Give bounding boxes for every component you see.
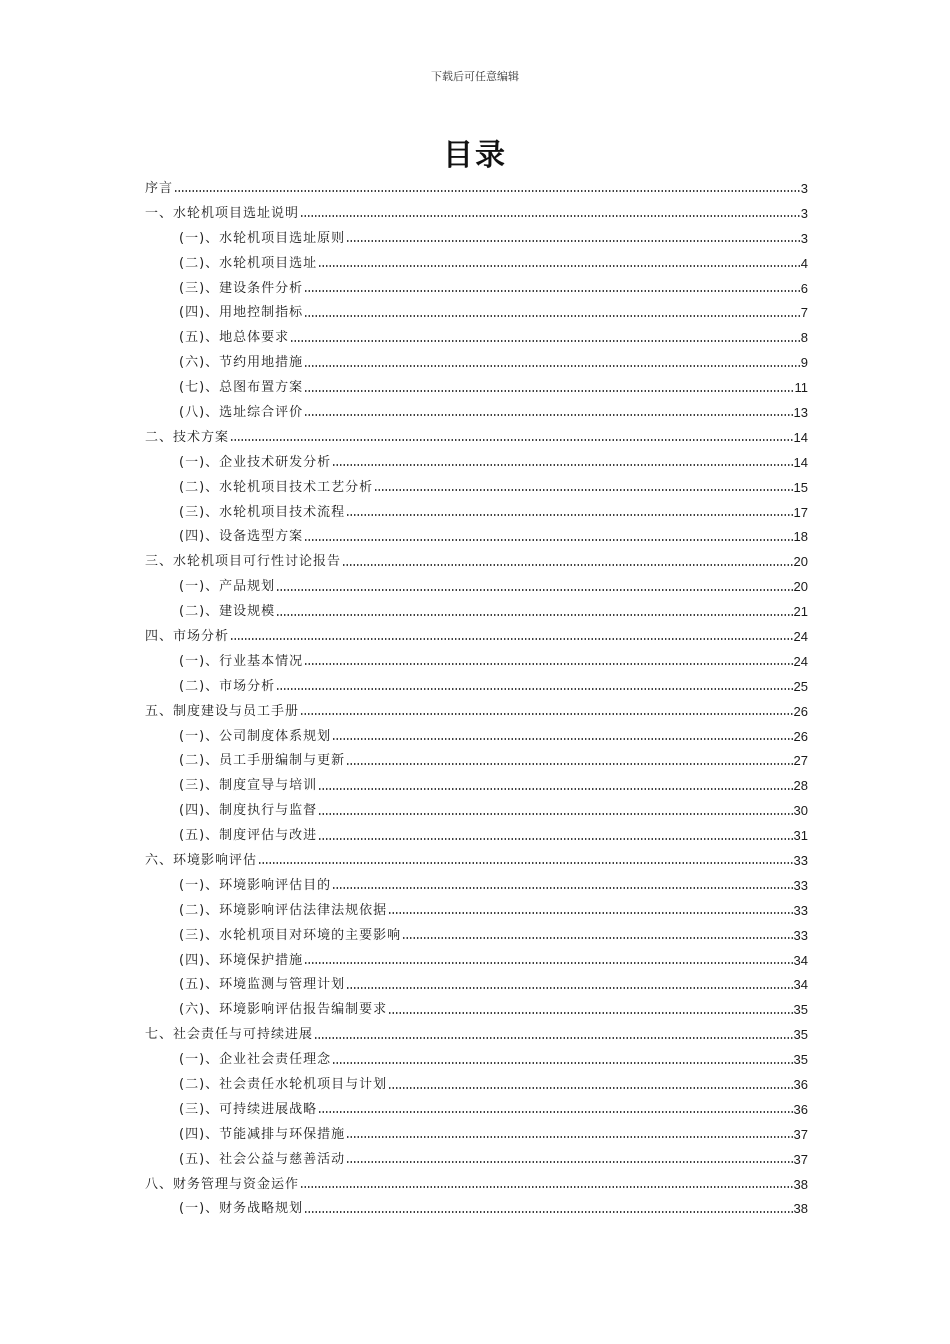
toc-entry-section[interactable] bbox=[145, 599, 808, 624]
toc-entry-page-number: 25 bbox=[793, 678, 808, 694]
dot-leader bbox=[304, 386, 793, 396]
dot-leader bbox=[276, 684, 792, 694]
toc-entry-section[interactable] bbox=[145, 973, 808, 998]
toc-entry-label: (五)、制度评估与改进 bbox=[179, 828, 318, 844]
toc-entry-section[interactable] bbox=[145, 748, 808, 773]
toc-entry-label: (二)、社会责任水轮机项目与计划 bbox=[179, 1077, 388, 1092]
toc-entry-label: (四)、制度执行与监督 bbox=[179, 803, 318, 819]
toc-entry-label: (一)、行业基本情况 bbox=[179, 653, 304, 669]
dot-leader bbox=[318, 834, 792, 844]
toc-entry-section[interactable] bbox=[145, 649, 808, 674]
toc-entry-section[interactable] bbox=[145, 251, 808, 276]
toc-entry-page-number: 24 bbox=[793, 628, 808, 644]
toc-entry-page-number: 36 bbox=[793, 1101, 808, 1117]
dot-leader bbox=[332, 734, 792, 744]
toc-entry-label: 四、市场分析 bbox=[145, 628, 230, 644]
toc-entry-section[interactable] bbox=[145, 923, 808, 948]
toc-entry-chapter[interactable] bbox=[145, 848, 808, 873]
toc-entry-chapter[interactable] bbox=[145, 1022, 808, 1047]
dot-leader bbox=[314, 1033, 793, 1043]
toc-entry-page-number: 4 bbox=[800, 255, 808, 271]
toc-entry-page-number: 34 bbox=[793, 952, 808, 968]
toc-entry-page-number: 6 bbox=[800, 280, 808, 296]
toc-entry-section[interactable] bbox=[145, 450, 808, 475]
toc-entry-chapter[interactable] bbox=[145, 1172, 808, 1197]
toc-entry-section[interactable] bbox=[145, 1047, 808, 1072]
toc-entry-label: (一)、企业技术研发分析 bbox=[179, 454, 332, 470]
dot-leader bbox=[304, 286, 800, 296]
dot-leader bbox=[304, 659, 792, 669]
dot-leader bbox=[300, 709, 793, 719]
dot-leader bbox=[318, 809, 792, 819]
toc-entry-section[interactable] bbox=[145, 674, 808, 699]
toc-entry-chapter[interactable] bbox=[145, 549, 808, 574]
toc-entry-section[interactable] bbox=[145, 226, 808, 251]
toc-entry-page-number: 20 bbox=[793, 579, 808, 595]
dot-leader bbox=[332, 460, 792, 470]
toc-entry-page-number: 26 bbox=[793, 703, 808, 719]
toc-entry-page-number: 33 bbox=[793, 902, 808, 918]
toc-entry-page-number: 3 bbox=[800, 230, 808, 246]
dot-leader bbox=[300, 1182, 793, 1192]
toc-entry-chapter[interactable] bbox=[145, 201, 808, 226]
toc-entry-page-number: 35 bbox=[793, 1002, 808, 1018]
toc-entry-section[interactable] bbox=[145, 325, 808, 350]
dot-leader bbox=[346, 983, 792, 993]
toc-entry-label: (二)、水轮机项目选址 bbox=[179, 255, 318, 271]
toc-entry-page-number: 13 bbox=[793, 404, 808, 420]
table-of-contents bbox=[145, 176, 808, 1221]
toc-entry-label: (一)、环境影响评估目的 bbox=[179, 877, 332, 893]
toc-entry-page-number: 33 bbox=[793, 927, 808, 943]
toc-entry-page-number: 26 bbox=[793, 728, 808, 744]
toc-entry-page-number: 20 bbox=[793, 554, 808, 570]
toc-entry-page-number: 33 bbox=[793, 877, 808, 893]
dot-leader bbox=[300, 211, 800, 221]
toc-entry-page-number: 15 bbox=[793, 479, 808, 495]
toc-entry-label: 三、水轮机项目可行性讨论报告 bbox=[145, 554, 342, 570]
dot-leader bbox=[304, 410, 792, 420]
toc-entry-page-number: 14 bbox=[793, 454, 808, 470]
toc-entry-section[interactable] bbox=[145, 873, 808, 898]
toc-entry-label: 八、财务管理与资金运作 bbox=[145, 1176, 300, 1192]
dot-leader bbox=[304, 361, 800, 371]
dot-leader bbox=[290, 336, 800, 346]
toc-entry-page-number: 7 bbox=[800, 305, 808, 321]
toc-entry-page-number: 30 bbox=[793, 803, 808, 819]
toc-entry-section[interactable] bbox=[145, 898, 808, 923]
dot-leader bbox=[346, 510, 792, 520]
toc-entry-section[interactable] bbox=[145, 997, 808, 1022]
toc-entry-page-number: 37 bbox=[793, 1126, 808, 1142]
toc-entry-label: (四)、节能减排与环保措施 bbox=[179, 1126, 346, 1142]
toc-entry-label: (三)、制度宣导与培训 bbox=[179, 778, 318, 794]
toc-entry-page-number: 37 bbox=[793, 1151, 808, 1167]
dot-leader bbox=[388, 908, 792, 918]
toc-entry-label: (五)、环境监测与管理计划 bbox=[179, 977, 346, 993]
toc-entry-page-number: 18 bbox=[793, 529, 808, 545]
header-note: 下载后可任意编辑 bbox=[431, 70, 519, 83]
dot-leader bbox=[318, 261, 800, 271]
toc-entry-section[interactable] bbox=[145, 276, 808, 301]
dot-leader bbox=[332, 883, 792, 893]
toc-entry-label: (二)、环境影响评估法律法规依据 bbox=[179, 902, 388, 918]
dot-leader bbox=[276, 585, 792, 595]
toc-entry-page-number: 36 bbox=[793, 1077, 808, 1092]
dot-leader bbox=[342, 560, 793, 570]
toc-entry-section[interactable] bbox=[145, 773, 808, 798]
dot-leader bbox=[174, 186, 800, 196]
toc-entry-label: (三)、水轮机项目对环境的主要影响 bbox=[179, 927, 402, 943]
toc-entry-label: 五、制度建设与员工手册 bbox=[145, 703, 300, 719]
toc-entry-label: (一)、水轮机项目选址原则 bbox=[179, 230, 346, 246]
toc-entry-page-number: 34 bbox=[793, 977, 808, 993]
toc-entry-page-number: 35 bbox=[793, 1027, 808, 1043]
toc-entry-page-number: 17 bbox=[793, 504, 808, 520]
dot-leader bbox=[318, 784, 792, 794]
toc-entry-section[interactable] bbox=[145, 724, 808, 749]
toc-entry-page-number: 14 bbox=[793, 429, 808, 445]
toc-entry-section[interactable] bbox=[145, 500, 808, 525]
toc-entry-page-number: 11 bbox=[794, 380, 808, 396]
toc-entry-page-number: 21 bbox=[793, 604, 808, 620]
toc-entry-chapter[interactable] bbox=[145, 176, 808, 201]
toc-entry-section[interactable] bbox=[145, 1097, 808, 1122]
toc-entry-page-number: 33 bbox=[793, 852, 808, 868]
toc-entry-label: (五)、社会公益与慈善活动 bbox=[179, 1151, 346, 1167]
toc-entry-chapter[interactable] bbox=[145, 624, 808, 649]
toc-entry-label: (六)、环境影响评估报告编制要求 bbox=[179, 1002, 388, 1018]
toc-entry-page-number: 38 bbox=[793, 1201, 808, 1217]
dot-leader bbox=[318, 1107, 792, 1117]
toc-entry-label: (四)、环境保护措施 bbox=[179, 952, 304, 968]
toc-entry-label: (六)、节约用地措施 bbox=[179, 355, 304, 371]
toc-entry-label: (三)、可持续进展战略 bbox=[179, 1101, 318, 1117]
toc-entry-section[interactable] bbox=[145, 1147, 808, 1172]
dot-leader bbox=[230, 634, 793, 644]
toc-entry-label: (七)、总图布置方案 bbox=[179, 380, 304, 396]
dot-leader bbox=[230, 435, 793, 445]
toc-entry-label: (三)、建设条件分析 bbox=[179, 280, 304, 296]
dot-leader bbox=[346, 759, 792, 769]
toc-entry-page-number: 35 bbox=[793, 1052, 808, 1068]
dot-leader bbox=[388, 1008, 792, 1018]
dot-leader bbox=[374, 485, 792, 495]
dot-leader bbox=[304, 535, 792, 545]
toc-entry-section[interactable] bbox=[145, 300, 808, 325]
toc-entry-label: (二)、员工手册编制与更新 bbox=[179, 753, 346, 769]
toc-entry-page-number: 8 bbox=[800, 330, 808, 346]
toc-entry-label: (八)、选址综合评价 bbox=[179, 404, 304, 420]
dot-leader bbox=[346, 236, 800, 246]
toc-entry-label: (二)、市场分析 bbox=[179, 678, 276, 694]
dot-leader bbox=[332, 1058, 792, 1068]
toc-entry-section[interactable] bbox=[145, 400, 808, 425]
dot-leader bbox=[346, 1157, 792, 1167]
toc-entry-page-number: 9 bbox=[800, 355, 808, 371]
toc-entry-section[interactable] bbox=[145, 475, 808, 500]
toc-entry-label: (一)、公司制度体系规划 bbox=[179, 728, 332, 744]
toc-entry-chapter[interactable] bbox=[145, 699, 808, 724]
page-title: 目录 bbox=[443, 138, 507, 173]
toc-entry-label: (二)、建设规模 bbox=[179, 604, 276, 620]
toc-entry-label: 六、环境影响评估 bbox=[145, 852, 258, 868]
toc-entry-label: (四)、设备选型方案 bbox=[179, 529, 304, 545]
dot-leader bbox=[388, 1083, 792, 1093]
toc-entry-label: (一)、财务战略规划 bbox=[179, 1201, 304, 1217]
toc-entry-chapter[interactable] bbox=[145, 425, 808, 450]
toc-entry-section[interactable] bbox=[145, 375, 808, 400]
dot-leader bbox=[402, 933, 792, 943]
toc-entry-page-number: 31 bbox=[793, 828, 808, 844]
toc-entry-page-number: 28 bbox=[793, 778, 808, 794]
dot-leader bbox=[276, 610, 792, 620]
toc-entry-section[interactable] bbox=[145, 1197, 808, 1222]
dot-leader bbox=[346, 1132, 792, 1142]
toc-entry-page-number: 38 bbox=[793, 1176, 808, 1192]
toc-entry-label: (二)、水轮机项目技术工艺分析 bbox=[179, 479, 374, 495]
toc-entry-section[interactable] bbox=[145, 823, 808, 848]
toc-entry-label: (一)、企业社会责任理念 bbox=[179, 1052, 332, 1068]
toc-entry-section[interactable] bbox=[145, 574, 808, 599]
toc-entry-label: 二、技术方案 bbox=[145, 429, 230, 445]
dot-leader bbox=[304, 958, 792, 968]
toc-entry-page-number: 3 bbox=[800, 205, 808, 221]
toc-entry-label: (五)、地总体要求 bbox=[179, 330, 290, 346]
toc-entry-page-number: 27 bbox=[793, 753, 808, 769]
toc-entry-section[interactable] bbox=[145, 524, 808, 549]
toc-entry-section[interactable] bbox=[145, 948, 808, 973]
dot-leader bbox=[304, 1207, 792, 1217]
toc-entry-section[interactable] bbox=[145, 1122, 808, 1147]
toc-entry-label: (一)、产品规划 bbox=[179, 579, 276, 595]
toc-entry-label: 一、水轮机项目选址说明 bbox=[145, 205, 300, 221]
dot-leader bbox=[258, 858, 793, 868]
toc-entry-label: 七、社会责任与可持续进展 bbox=[145, 1027, 314, 1043]
toc-entry-section[interactable] bbox=[145, 350, 808, 375]
toc-entry-page-number: 24 bbox=[793, 653, 808, 669]
dot-leader bbox=[304, 311, 800, 321]
toc-entry-label: (三)、水轮机项目技术流程 bbox=[179, 504, 346, 520]
toc-entry-label: (四)、用地控制指标 bbox=[179, 305, 304, 321]
toc-entry-section[interactable] bbox=[145, 1072, 808, 1097]
toc-entry-section[interactable] bbox=[145, 798, 808, 823]
toc-entry-page-number: 3 bbox=[800, 180, 808, 196]
toc-entry-label: 序言 bbox=[145, 180, 174, 196]
